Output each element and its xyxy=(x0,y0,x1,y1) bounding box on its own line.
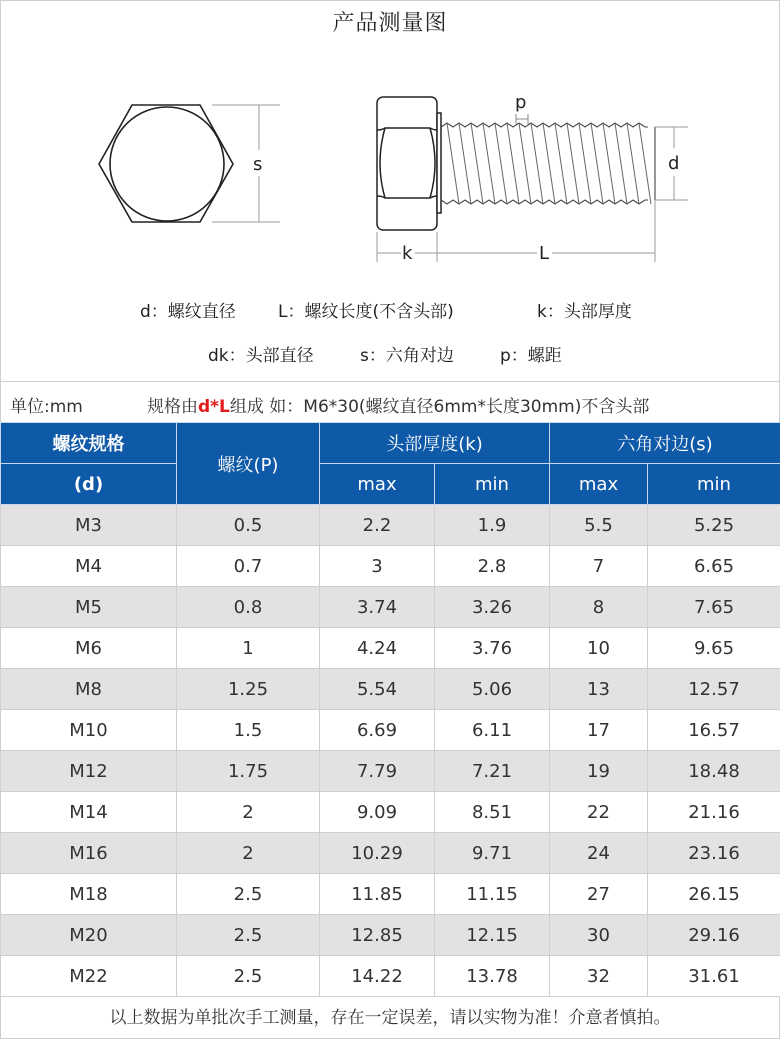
header-k-max: max xyxy=(320,464,435,505)
cell-d: M8 xyxy=(1,669,177,710)
table-row xyxy=(1,546,780,587)
bolt-head-side-icon xyxy=(377,97,441,230)
cell-k-max: 9.09 xyxy=(320,792,435,833)
cell-p: 2 xyxy=(177,792,320,833)
unit-label: 单位:mm xyxy=(10,397,83,417)
spec-description xyxy=(147,392,649,417)
legend-dk: dk：头部直径 xyxy=(208,346,314,366)
cell-d: M6 xyxy=(1,628,177,669)
table-row xyxy=(1,792,780,833)
cell-s-min: 23.16 xyxy=(648,833,780,874)
cell-s-min: 5.25 xyxy=(648,505,780,546)
cell-k-min: 13.78 xyxy=(435,956,550,997)
cell-s-min: 16.57 xyxy=(648,710,780,751)
k-label: k xyxy=(402,243,413,264)
cell-k-max: 12.85 xyxy=(320,915,435,956)
cell-s-min: 31.61 xyxy=(648,956,780,997)
spec-table-body xyxy=(1,505,780,997)
table-row xyxy=(1,710,780,751)
header-head-thickness: 头部厚度(k) xyxy=(320,423,550,464)
cell-p: 2.5 xyxy=(177,956,320,997)
cell-s-min: 29.16 xyxy=(648,915,780,956)
header-pitch: 螺纹(P) xyxy=(177,423,320,505)
table-row xyxy=(1,669,780,710)
cell-s-min: 18.48 xyxy=(648,751,780,792)
cell-k-min: 5.06 xyxy=(435,669,550,710)
legend xyxy=(0,297,780,321)
cell-s-min: 9.65 xyxy=(648,628,780,669)
cell-k-max: 6.69 xyxy=(320,710,435,751)
cell-k-max: 7.79 xyxy=(320,751,435,792)
cell-k-max: 3.74 xyxy=(320,587,435,628)
cell-k-min: 12.15 xyxy=(435,915,550,956)
cell-k-min: 3.76 xyxy=(435,628,550,669)
cell-p: 2 xyxy=(177,833,320,874)
header-s-max: max xyxy=(550,464,648,505)
cell-k-min: 8.51 xyxy=(435,792,550,833)
cell-k-max: 3 xyxy=(320,546,435,587)
cell-k-min: 6.11 xyxy=(435,710,550,751)
cell-s-max: 5.5 xyxy=(550,505,648,546)
cell-p: 0.5 xyxy=(177,505,320,546)
cell-p: 1.75 xyxy=(177,751,320,792)
cell-d: M16 xyxy=(1,833,177,874)
legend-s: s：六角对边 xyxy=(360,346,454,366)
cell-s-max: 10 xyxy=(550,628,648,669)
hex-head-top-view-icon xyxy=(99,105,233,222)
table-row xyxy=(1,915,780,956)
cell-s-max: 32 xyxy=(550,956,648,997)
cell-d: M12 xyxy=(1,751,177,792)
cell-s-min: 26.15 xyxy=(648,874,780,915)
cell-s-max: 8 xyxy=(550,587,648,628)
p-dimension xyxy=(516,114,528,124)
table-row xyxy=(1,833,780,874)
cell-k-max: 4.24 xyxy=(320,628,435,669)
cell-s-max: 19 xyxy=(550,751,648,792)
spec-suffix: 组成 如：M6*30(螺纹直径6mm*长度30mm)不含头部 xyxy=(229,397,650,417)
cell-d: M3 xyxy=(1,505,177,546)
legend-l: L：螺纹长度(不含头部) xyxy=(278,302,454,322)
spec-prefix: 规格由 xyxy=(147,397,198,417)
header-thread-spec-d: (d) xyxy=(1,464,177,505)
cell-k-min: 2.8 xyxy=(435,546,550,587)
s-dimension xyxy=(212,105,280,222)
footer-note: 以上数据为单批次手工测量，存在一定误差，请以实物为准！介意者慎拍。 xyxy=(0,996,780,1039)
bolt-thread-icon xyxy=(441,123,655,204)
cell-k-max: 10.29 xyxy=(320,833,435,874)
table-row xyxy=(1,874,780,915)
cell-s-max: 13 xyxy=(550,669,648,710)
cell-p: 1 xyxy=(177,628,320,669)
cell-s-min: 7.65 xyxy=(648,587,780,628)
legend-k: k：头部厚度 xyxy=(537,302,632,322)
cell-p: 1.5 xyxy=(177,710,320,751)
cell-d: M20 xyxy=(1,915,177,956)
unit-bar xyxy=(0,381,780,422)
cell-p: 0.7 xyxy=(177,546,320,587)
cell-k-max: 2.2 xyxy=(320,505,435,546)
cell-p: 2.5 xyxy=(177,874,320,915)
cell-k-min: 3.26 xyxy=(435,587,550,628)
cell-d: M10 xyxy=(1,710,177,751)
cell-k-min: 1.9 xyxy=(435,505,550,546)
p-label: p xyxy=(515,92,527,113)
header-thread-spec: 螺纹规格 xyxy=(1,423,177,464)
legend-p: p：螺距 xyxy=(500,346,562,366)
cell-k-min: 9.71 xyxy=(435,833,550,874)
table-row xyxy=(1,505,780,546)
cell-d: M18 xyxy=(1,874,177,915)
spec-highlight: d*L xyxy=(198,397,230,417)
cell-s-max: 27 xyxy=(550,874,648,915)
spec-table xyxy=(0,422,780,997)
cell-s-max: 30 xyxy=(550,915,648,956)
bolt-measurement-diagram xyxy=(0,80,780,280)
page-title: 产品测量图 xyxy=(332,11,448,36)
cell-d: M4 xyxy=(1,546,177,587)
header-s-min: min xyxy=(648,464,780,505)
legend-row2 xyxy=(0,341,780,365)
cell-s-min: 12.57 xyxy=(648,669,780,710)
cell-s-max: 17 xyxy=(550,710,648,751)
table-row xyxy=(1,628,780,669)
cell-s-min: 21.16 xyxy=(648,792,780,833)
cell-k-max: 11.85 xyxy=(320,874,435,915)
cell-s-max: 7 xyxy=(550,546,648,587)
cell-d: M22 xyxy=(1,956,177,997)
cell-p: 2.5 xyxy=(177,915,320,956)
l-label: L xyxy=(539,243,550,264)
cell-k-min: 11.15 xyxy=(435,874,550,915)
cell-k-min: 7.21 xyxy=(435,751,550,792)
table-row xyxy=(1,751,780,792)
table-row xyxy=(1,587,780,628)
cell-k-max: 5.54 xyxy=(320,669,435,710)
s-label: s xyxy=(253,154,263,175)
cell-d: M5 xyxy=(1,587,177,628)
header-k-min: min xyxy=(435,464,550,505)
table-row xyxy=(1,956,780,997)
cell-s-max: 24 xyxy=(550,833,648,874)
cell-d: M14 xyxy=(1,792,177,833)
cell-s-max: 22 xyxy=(550,792,648,833)
legend-d: d：螺纹直径 xyxy=(140,302,236,322)
cell-p: 0.8 xyxy=(177,587,320,628)
header-hex-across-flats: 六角对边(s) xyxy=(550,423,780,464)
d-label: d xyxy=(668,153,680,174)
cell-s-min: 6.65 xyxy=(648,546,780,587)
cell-k-max: 14.22 xyxy=(320,956,435,997)
cell-p: 1.25 xyxy=(177,669,320,710)
